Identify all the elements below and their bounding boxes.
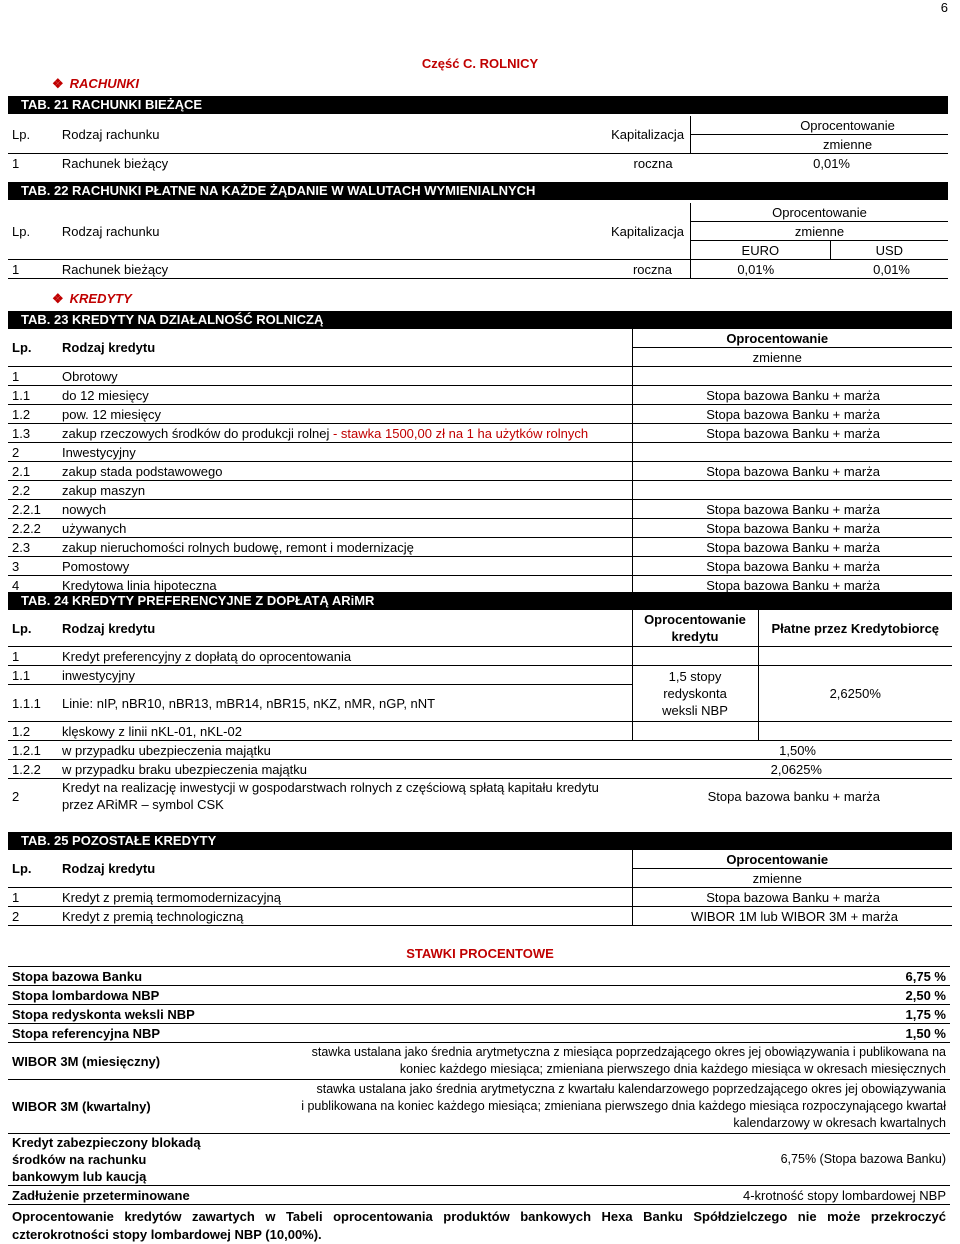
tab24-row-name: Linie: nIP, nBR10, nBR13, mBR14, nBR15, nKZ, nMR, nGP, nNT (58, 685, 632, 722)
tab21-row-lp: 1 (12, 155, 20, 171)
tab23-row-rate: Stopa bazowa Banku + marża (632, 557, 952, 576)
rate-name: Stopa referencyjna NBP (8, 1024, 264, 1043)
tab23-row-name: pow. 12 miesięcy (62, 406, 161, 422)
wibor-quarterly-name (8, 1080, 264, 1134)
tab24-rate-line: 1,5 stopy (668, 669, 722, 684)
table-row (8, 405, 952, 424)
tab23-row-name: używanych (62, 520, 127, 536)
tab23-row-rate (632, 481, 952, 500)
tab23-col-lp: Lp. (8, 329, 58, 367)
tab25-row-rate: WIBOR 1M lub WIBOR 3M + marża (632, 907, 952, 926)
tab23-row-lp: 2.2.1 (8, 500, 58, 519)
tab23-row-rate: Stopa bazowa Banku + marża (632, 519, 952, 538)
tab23-row-rate: Stopa bazowa Banku + marża (632, 424, 952, 443)
tab23-row-name: Inwestycyjny (62, 444, 136, 460)
tab21-row-cap: roczna (633, 155, 673, 171)
tab24-row-name: inwestycyjny (58, 666, 632, 685)
table-row (8, 647, 952, 666)
tab22-col-usd: USD (830, 241, 948, 260)
rate-row (8, 1005, 950, 1024)
tab22-row-lp: 1 (8, 260, 54, 279)
tab23-row-name: Pomostowy (62, 558, 130, 574)
zadluzenie-row (8, 1186, 950, 1205)
wibor-monthly-desc-line: stawka ustalana jako średnia arytmetyczna z miesiąca poprzedzającego okres jej obowiązywania i publikowana na (311, 1045, 946, 1059)
tab23-row-name: do 12 miesięcy (62, 387, 149, 403)
tab23-row-name: Obrotowy (62, 368, 118, 384)
table-row (8, 462, 952, 481)
rate-value: 6,75 % (264, 967, 950, 986)
footer-note: Oprocentowanie kredytów zawartych w Tabeli oprocentowania produktów bankowych Hexa Banku Spółdzielczego nie może przekroczyć (12, 1209, 946, 1224)
tab24-col-rate: Oprocentowanie (644, 612, 746, 627)
rate-value: 2,50 % (264, 986, 950, 1005)
tab23-row-lp: 2 (8, 443, 58, 462)
table-row (8, 741, 952, 760)
tab24-row-paid: 2,0625% (632, 760, 952, 779)
tab23-row-lp: 2.2.2 (8, 519, 58, 538)
tab23-col-rate: Oprocentowanie (632, 329, 952, 348)
tab22-col-cap: Kapitalizacja (607, 203, 691, 260)
stawki-table (8, 966, 950, 1205)
tab24-row-lp: 1.1 (8, 666, 58, 685)
tab23-row-name: zakup maszyn (62, 482, 146, 498)
tab21-col-cap: Kapitalizacja (607, 116, 691, 154)
section-title: Część C. ROLNICY (421, 56, 539, 71)
tab25-row-name: Kredyt z premią technologiczną (58, 907, 632, 926)
tab24-row-paid: 1,50% (632, 741, 952, 760)
tab21-row-name: Rachunek bieżący (61, 155, 169, 171)
rate-value: 1,75 % (264, 1005, 950, 1024)
blokada-name-line: bankowym lub kaucją (12, 1169, 147, 1184)
tab24-col-lp: Lp. (8, 610, 58, 647)
zadluzenie-value: 4-krotność stopy lombardowej NBP (264, 1186, 950, 1205)
table-row (8, 760, 952, 779)
table-row (8, 557, 952, 576)
tab23-row-rate: Stopa bazowa Banku + marża (632, 386, 952, 405)
tab21-col-type: Rodzaj rachunku (54, 116, 607, 154)
tab22-row-usd: 0,01% (830, 260, 948, 279)
tab23-row-rate: Stopa bazowa Banku + marża (632, 405, 952, 424)
tab25-title: TAB. 25 POZOSTAŁE KREDYTY (8, 832, 952, 850)
blokada-name-line: Kredyt zabezpieczony blokadą (12, 1135, 201, 1150)
kredyty-heading (52, 291, 132, 307)
tab24-row-paid: 2,6250% (758, 666, 952, 722)
tab24-row-lp: 1.1.1 (8, 685, 58, 722)
tab22-table (8, 203, 948, 279)
tab21-col-rate-sub: zmienne (691, 135, 948, 154)
tab24-title: TAB. 24 KREDYTY PREFERENCYJNE Z DOPŁATĄ ARiMR (8, 592, 952, 610)
tab23-col-type: Rodzaj kredytu (58, 329, 632, 367)
table-row (8, 666, 952, 685)
zadluzenie-name: Zadłużenie przeterminowane (8, 1186, 264, 1205)
tab24-row-name: w przypadku ubezpieczenia majątku (58, 741, 632, 760)
wibor-monthly-name (8, 1043, 264, 1080)
table-row (8, 722, 952, 741)
diamond-bullet-icon: ❖ (52, 76, 64, 91)
tab23-row-rate: Stopa bazowa Banku + marża (632, 500, 952, 519)
wibor-quarterly-desc-line: stawka ustalana jako średnia arytmetyczna z kwartału kalendarzowego poprzedzającego okres jej obowiązywania (316, 1082, 946, 1096)
tab24-row-lp: 1.2.2 (8, 760, 58, 779)
table-row (8, 779, 952, 814)
rate-value: 1,50 % (264, 1024, 950, 1043)
tab23-row-rate (632, 443, 952, 462)
tab23-row-name: nowych (62, 501, 107, 517)
page-number: 6 (940, 0, 948, 15)
wibor-monthly (8, 1043, 950, 1080)
tab23-col-rate-sub: zmienne (632, 348, 952, 367)
blokada-name-line: środków na rachunku (12, 1152, 147, 1167)
table-row (8, 907, 952, 926)
tab22-col-type: Rodzaj rachunku (54, 203, 607, 260)
table-row (8, 367, 952, 386)
rate-name: Stopa redyskonta weksli NBP (8, 1005, 264, 1024)
tab23-row-lp: 2.2 (8, 481, 58, 500)
tab23-row-lp: 1 (8, 367, 58, 386)
tab23-row-lp: 1.2 (8, 405, 58, 424)
kredyty-heading-text: KREDYTY (69, 291, 132, 306)
diamond-bullet-icon: ❖ (52, 291, 64, 306)
tab23-row-lp: 1.3 (8, 424, 58, 443)
tab24-row-name: w przypadku braku ubezpieczenia majątku (58, 760, 632, 779)
blokada-desc (264, 1134, 950, 1186)
tab25-col-rate-sub: zmienne (632, 869, 952, 888)
stawki-title: STAWKI PROCENTOWE (406, 946, 554, 961)
tab23-row-name: zakup nieruchomości rolnych budowę, remont i modernizację (62, 539, 414, 555)
wibor-quarterly-desc-line: kalendarzowy w okresach kwartalnych (733, 1116, 946, 1130)
tab24-col-paid: Płatne przez Kredytobiorcę (758, 610, 952, 647)
tab24-row-name: przez ARiMR – symbol CSK (62, 797, 224, 812)
tab22-col-rate-sub: zmienne (690, 222, 948, 241)
tab24-col-type: Rodzaj kredytu (58, 610, 632, 647)
tab23-row-lp: 4 (8, 576, 58, 595)
wibor-monthly-desc-line: koniec każdego miesiąca; zmieniana pierwszego dnia każdego miesiąca w okresach miesięcznych (399, 1062, 946, 1076)
tab25-col-lp: Lp. (8, 850, 58, 888)
tab24-row-name: Kredyt na realizację inwestycji w gospodarstwach rolnych z częściową spłatą kapitału kredytu (62, 780, 599, 795)
blokada (8, 1134, 950, 1186)
tab21-col-rate: Oprocentowanie (691, 116, 948, 135)
tab23-row-lp: 1.1 (8, 386, 58, 405)
tab25-row-name: Kredyt z premią termomodernizacyjną (58, 888, 632, 907)
table-row (8, 386, 952, 405)
tab23-row-name: zakup rzeczowych środków do produkcji rolnej (62, 425, 330, 441)
tab24-row-name: Kredyt preferencyjny z dopłatą do oprocentowania (58, 647, 632, 666)
tab23-row-lp: 3 (8, 557, 58, 576)
tab23-row-name: Kredytowa linia hipoteczna (62, 577, 217, 593)
tab24-row-lp: 1.2 (8, 722, 58, 741)
table-row (8, 519, 952, 538)
tab21-col-lp: Lp. (8, 116, 54, 154)
table-row (8, 500, 952, 519)
tab21-title: TAB. 21 RACHUNKI BIEŻĄCE (8, 96, 948, 114)
tab22-row-eur: 0,01% (690, 260, 830, 279)
tab22-row-cap: roczna (607, 260, 691, 279)
tab25-row-rate: Stopa bazowa Banku + marża (632, 888, 952, 907)
blokada-desc-line: 6,75% (Stopa bazowa Banku) (780, 1152, 946, 1166)
tab24-rate-line: redyskonta (663, 686, 727, 701)
tab23-row-rate: Stopa bazowa Banku + marża (632, 538, 952, 557)
wibor-quarterly (8, 1080, 950, 1134)
wibor-quarterly-desc (264, 1080, 950, 1134)
table-row (8, 481, 952, 500)
tab25-table (8, 850, 952, 926)
tab24-rate-line: weksli NBP (662, 703, 728, 718)
rate-row (8, 986, 950, 1005)
tab22-col-lp: Lp. (8, 203, 54, 260)
table-row (8, 538, 952, 557)
tab24-row-lp: 2 (12, 788, 20, 804)
table-row (8, 154, 948, 173)
wibor-quarterly-desc-line: i publikowana na koniec każdego miesiąca; zmieniana pierwszego dnia każdego miesiąca rozpoczynającego kwartał (301, 1099, 946, 1113)
tab23-row-lp: 2.1 (8, 462, 58, 481)
tab24-col-rate-sub: kredytu (671, 629, 719, 644)
table-row (8, 888, 952, 907)
tab23-row-lp: 2.3 (8, 538, 58, 557)
tab23-row-rate: Stopa bazowa Banku + marża (632, 576, 952, 595)
rate-row (8, 967, 950, 986)
tab22-col-eur: EURO (690, 241, 830, 260)
rate-row (8, 1024, 950, 1043)
tab21-table (8, 116, 948, 172)
tab24-table (8, 610, 952, 813)
wibor-monthly-desc (264, 1043, 950, 1080)
tab25-row-lp: 1 (8, 888, 58, 907)
tab23-row-rate: Stopa bazowa Banku + marża (632, 462, 952, 481)
tab25-row-lp: 2 (8, 907, 58, 926)
rate-name: Stopa lombardowa NBP (8, 986, 264, 1005)
tab22-row-name: Rachunek bieżący (54, 260, 607, 279)
table-row (8, 260, 948, 279)
tab25-col-rate: Oprocentowanie (632, 850, 952, 869)
tab23-table (8, 329, 952, 595)
tab21-row-rate: 0,01% (813, 155, 850, 171)
tab24-row-name: klęskowy z linii nKL-01, nKL-02 (58, 722, 632, 741)
wibor-quarterly-name-line: WIBOR 3M (kwartalny) (12, 1099, 151, 1114)
tab24-row-lp: 1 (8, 647, 58, 666)
blokada-name (8, 1134, 264, 1186)
rate-name: Stopa bazowa Banku (8, 967, 264, 986)
tab23-row-name: zakup stada podstawowego (62, 463, 223, 479)
table-row (8, 424, 952, 443)
tab22-title: TAB. 22 RACHUNKI PŁATNE NA KAŻDE ŻĄDANIE W WALUTACH WYMIENIALNYCH (8, 182, 948, 200)
rachunki-heading (52, 76, 139, 92)
tab23-row-rate (632, 367, 952, 386)
tab24-row-lp: 1.2.1 (8, 741, 58, 760)
rachunki-heading-text: RACHUNKI (69, 76, 139, 91)
tab23-row-note: - stawka 1500,00 zł na 1 ha użytków rolnych (329, 425, 589, 441)
tab23-title: TAB. 23 KREDYTY NA DZIAŁALNOŚĆ ROLNICZĄ (8, 311, 952, 329)
footer-note-2: czterokrotności stopy lombardowej NBP (10,00%). (12, 1227, 322, 1242)
tab24-row-rate: Stopa bazowa banku + marża (707, 788, 880, 804)
table-row (8, 443, 952, 462)
tab22-col-rate: Oprocentowanie (690, 203, 948, 222)
tab25-col-type: Rodzaj kredytu (58, 850, 632, 888)
wibor-monthly-name-line: WIBOR 3M (miesięczny) (12, 1053, 161, 1069)
